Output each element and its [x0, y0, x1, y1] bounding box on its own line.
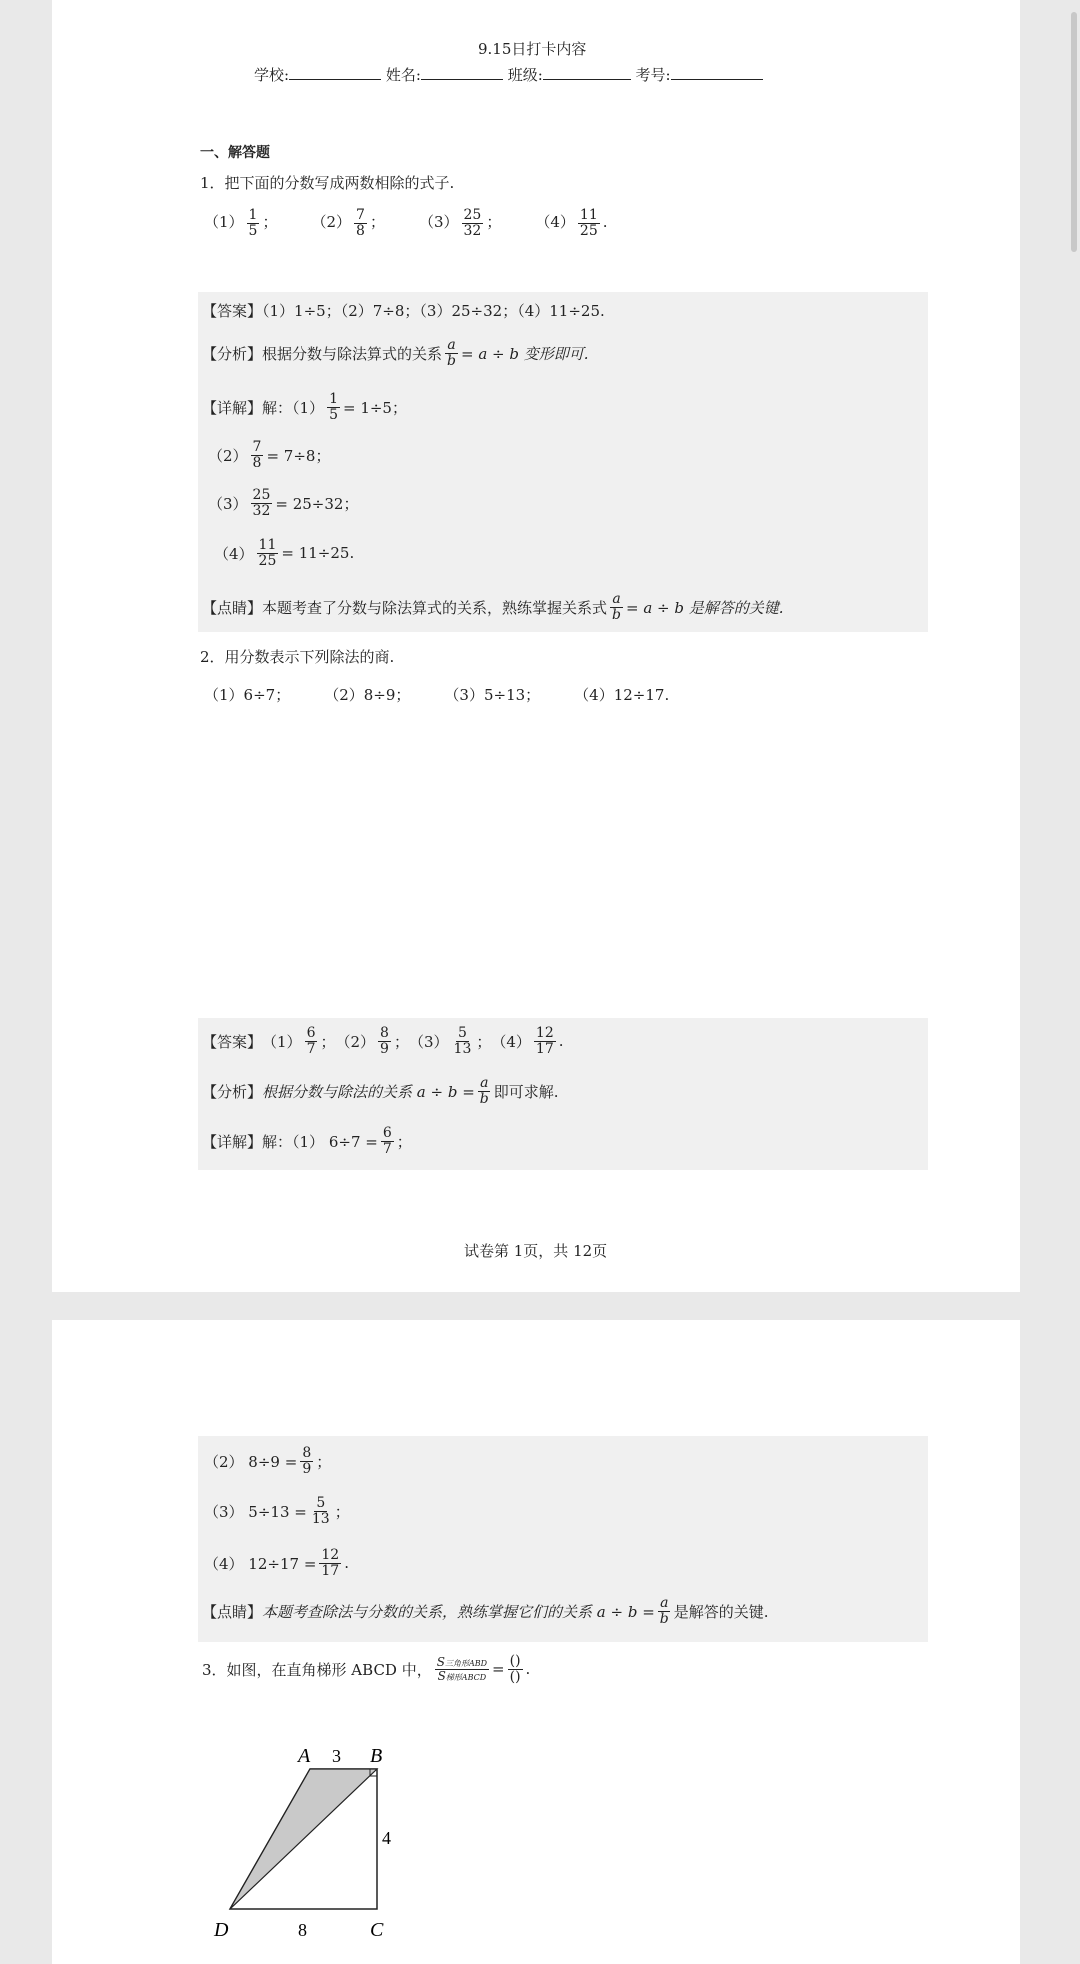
- q1-detail-line: （4） $\frac{11}{25}$ = 11÷25.: [214, 537, 355, 569]
- q2-item: （1）6÷7；: [204, 686, 291, 704]
- label-c: C: [370, 1919, 384, 1941]
- page-title: 9.15日打卡内容: [478, 40, 587, 58]
- label-b: B: [370, 1745, 383, 1767]
- q1-detail-line: （3） $\frac{25}{32}$ = 25÷32；: [208, 487, 359, 519]
- name-blank[interactable]: [421, 79, 503, 80]
- q1-stem: 1．把下面的分数写成两数相除的式子.: [200, 174, 455, 192]
- q1-item: （3） $\frac{25}{32}$ ；: [418, 207, 502, 239]
- triangle-abd: [230, 1769, 377, 1909]
- q2-item: （4）12÷17.: [574, 686, 670, 704]
- label-ab-length: 3: [332, 1746, 341, 1766]
- class-blank[interactable]: [543, 79, 631, 80]
- q1-detail-line: 【详解】 解：（1） $\frac{1}{5}$ = 1÷5；: [202, 391, 407, 423]
- q1-item: （4） $\frac{11}{25}$ .: [535, 207, 608, 239]
- trapezoid-figure: [192, 1724, 452, 1954]
- label-bc-length: 4: [382, 1828, 391, 1848]
- exam-no-blank[interactable]: [671, 79, 763, 80]
- label-d: D: [214, 1919, 229, 1941]
- school-blank[interactable]: [289, 79, 381, 80]
- document-page-2: [52, 1320, 1020, 1964]
- label-dc-length: 8: [298, 1920, 307, 1940]
- q1-detail-line: （2） $\frac{7}{8}$ = 7÷8；: [208, 439, 331, 471]
- scrollbar-thumb[interactable]: [1071, 12, 1077, 252]
- q2-item: （3）5÷13；: [444, 686, 541, 704]
- q1-comment: 【点睛】 本题考查了分数与除法算式的关系，熟练掌握关系式 $\frac{a}{b}$ = a ÷ b 是解答的关键.: [202, 591, 784, 623]
- q1-answer: 【答案】（1）1÷5；（2）7÷8；（3）25÷32；（4）11÷25.: [202, 302, 605, 320]
- q2-detail-line: 【详解】 解：（1） 6÷7 = $\frac{6}{7}$ ；: [202, 1125, 412, 1157]
- q2-answer: 【答案】 （1） $\frac{6}{7}$ ； （2） $\frac{8}{9}$ ； （3） $\frac{5}{13}$ ； （4） $\frac{12}{17}$ .: [202, 1025, 564, 1057]
- exam-no-label: 考号:: [635, 66, 671, 84]
- q2-stem: 2．用分数表示下列除法的商.: [200, 648, 395, 666]
- q1-items: [204, 208, 608, 238]
- q2-comment: 【点睛】 本题考查除法与分数的关系，熟练掌握它们的关系 a ÷ b = $\frac{a}{b}$ 是解答的关键.: [202, 1595, 769, 1627]
- section-title: 一、解答题: [200, 145, 270, 161]
- q2-detail-line: （4） 12÷17 = $\frac{12}{17}$ .: [204, 1547, 349, 1579]
- class-label: 班级:: [507, 66, 543, 84]
- q2-detail-line: （2） 8÷9 = $\frac{8}{9}$ ；: [204, 1445, 332, 1477]
- q2-analysis: 【分析】 根据分数与除法的关系 a ÷ b = $\frac{a}{b}$ 即可求解.: [202, 1075, 559, 1107]
- q1-item: （1） $\frac{1}{5}$ ；: [204, 207, 278, 239]
- q2-detail-line: （3） 5÷13 = $\frac{5}{13}$ ；: [204, 1495, 350, 1527]
- q2-items: [204, 684, 669, 705]
- q3-stem: 3．如图，在直角梯形 ABCD 中， $\frac{\text{S三角形ABD}}{\text{S梯形ABCD}}$ = $\frac{()}{()}$ .: [202, 1653, 531, 1685]
- name-label: 姓名:: [385, 66, 421, 84]
- q1-analysis: 【分析】 根据分数与除法算式的关系 $\frac{a}{b}$ = a ÷ b 变形即可.: [202, 337, 589, 369]
- label-a: A: [298, 1745, 311, 1767]
- q1-item: （2） $\frac{7}{8}$ ；: [311, 207, 385, 239]
- document-page-1: [52, 0, 1020, 1292]
- school-label: 学校:: [254, 66, 290, 84]
- student-info-line: [254, 64, 763, 85]
- q2-item: （2）8÷9；: [324, 686, 411, 704]
- page-footer: 试卷第 1页，共 12页: [464, 1242, 608, 1260]
